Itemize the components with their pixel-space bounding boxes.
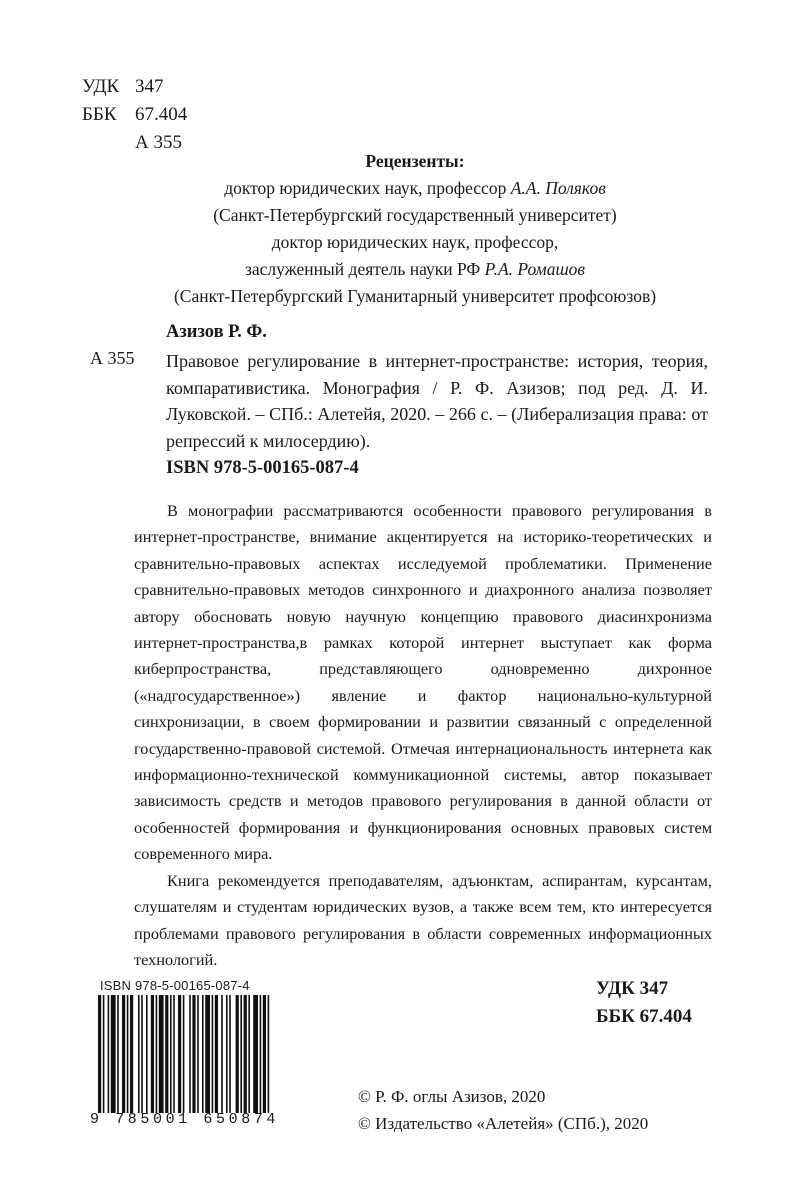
- bbk-value: 67.404: [135, 104, 188, 125]
- abstract: [134, 498, 712, 973]
- udk-label: УДК: [82, 76, 120, 97]
- barcode-bar: [103, 995, 105, 1113]
- reviewer-1: [120, 175, 710, 202]
- bbk-label: ББК: [82, 104, 117, 125]
- author-mark: А 355: [135, 132, 182, 153]
- reviewers-title: Рецензенты:: [365, 151, 465, 171]
- barcode-bars: [90, 995, 276, 1115]
- bbk-row: [82, 101, 187, 129]
- barcode-bar: [151, 995, 154, 1113]
- barcode-bar: [197, 995, 199, 1113]
- reviewer-2-degree: доктор юридических наук, профессор,: [271, 232, 559, 252]
- barcode-bar: [260, 995, 262, 1113]
- udk-value: 347: [135, 76, 164, 97]
- barcode-bar: [268, 995, 270, 1113]
- barcode-bar: [192, 995, 195, 1113]
- bibliographic-description: Правовое регулирование в интернет-пространстве: история, теория, компаративистика. Монография / Р. Ф. Азизов; под ред. Д. И. Луковской. – СПб.: Алетейя, 2020. – 266 с. – (Либерализация права: от репрессий к милосердию).: [166, 351, 708, 451]
- copyright-publisher: © Издательство «Алетейя» (СПб.), 2020: [358, 1114, 649, 1133]
- classification-footer: [596, 975, 716, 1031]
- reviewer-1-degree: доктор юридических наук, профессор: [224, 178, 511, 198]
- abstract-paragraph: В монографии рассматриваются особенности правового регулирования в интернет-пространстве, внимание акцентируется на историко-теоретических и сравнительно-правовых аспектах исследуемой проблематики. Применение сравнительно-правовых методов синхронного и диахронного анализа позволяет автору обосновать новую научную концепцию правового диасинхронизма интернет-пространства,в рамках которой интернет выступает как форма киберпространства, представляющего одновременно дихронное («надгосударственное») явление и фактор национально-культурной синхронизации, в своем формировании и развитии связанный с определенной государственно-правовой системой. Отмечая интернациональность интернета как информационно-технической коммуникационной системы, автор показывает зависимость средств и методов правового регулирования в данной области от особенностей формирования и функционирования основных правовых систем современного мира.: [134, 501, 712, 864]
- barcode-bar: [130, 995, 133, 1113]
- barcode-digits: 9 785001 650874: [90, 1111, 280, 1128]
- barcode-bar: [226, 995, 228, 1113]
- barcode-bar: [183, 995, 185, 1113]
- isbn-barcode: [90, 978, 280, 1128]
- udk-footer: УДК 347: [596, 978, 669, 999]
- copyright-author: © Р. Ф. оглы Азизов, 2020: [358, 1087, 546, 1106]
- reviewer-1-org: (Санкт-Петербургский государственный университет): [213, 205, 617, 225]
- barcode-bar: [202, 995, 204, 1113]
- barcode-bar: [111, 995, 116, 1113]
- reviewer-1-name: А.А. Поляков: [510, 178, 606, 198]
- barcode-bar: [159, 995, 164, 1113]
- barcode-bar: [212, 995, 214, 1113]
- barcode-bar: [156, 995, 158, 1113]
- reviewers-block: [120, 148, 710, 310]
- bibliographic-code: А 355: [90, 348, 135, 368]
- barcode-bar: [98, 995, 101, 1113]
- barcode-bar: [215, 995, 218, 1113]
- barcode-bar: [240, 995, 242, 1113]
- barcode-bar: [221, 995, 223, 1113]
- classification-header: [82, 73, 187, 157]
- barcode-bar: [138, 995, 140, 1113]
- udk-row: [82, 73, 187, 101]
- barcode-isbn-label: ISBN 978-5-00165-087-4: [100, 978, 250, 993]
- reviewer-2-org: (Санкт-Петербургский Гуманитарный университет профсоюзов): [173, 286, 657, 306]
- barcode-bar: [205, 995, 210, 1113]
- isbn-number: ISBN 978-5-00165-087-4: [166, 458, 359, 478]
- barcode-bar: [122, 995, 125, 1113]
- reviewer-2-title: заслуженный деятель науки РФ: [244, 259, 485, 279]
- barcode-bar: [117, 995, 119, 1113]
- barcode-bar: [170, 995, 172, 1113]
- audience-paragraph: Книга рекомендуется преподавателям, адъюнктам, аспирантам, курсантам, слушателям и студентам юридических вузов, а также всем тем, кто интересуется проблемами правового регулирования в области современных информационных технологий.: [134, 870, 712, 969]
- barcode-bar: [248, 995, 250, 1113]
- barcode-bar: [229, 995, 231, 1113]
- barcode-bar: [263, 995, 266, 1113]
- barcode-bar: [253, 995, 258, 1113]
- barcode-bar: [165, 995, 168, 1113]
- barcode-bar: [244, 995, 247, 1113]
- barcode-bar: [108, 995, 110, 1113]
- book-author: Азизов Р. Ф.: [166, 322, 267, 342]
- barcode-bar: [127, 995, 129, 1113]
- bbk-footer: ББК 67.404: [596, 1006, 692, 1027]
- barcode-bar: [189, 995, 191, 1113]
- barcode-bar: [236, 995, 239, 1113]
- reviewer-2: [120, 256, 710, 283]
- barcode-bar: [146, 995, 148, 1113]
- barcode-bar: [141, 995, 143, 1113]
- reviewer-2-name: Р.А. Ромашов: [484, 259, 586, 279]
- barcode-bar: [178, 995, 181, 1113]
- copyright-block: [358, 1083, 648, 1137]
- barcode-bar: [173, 995, 175, 1113]
